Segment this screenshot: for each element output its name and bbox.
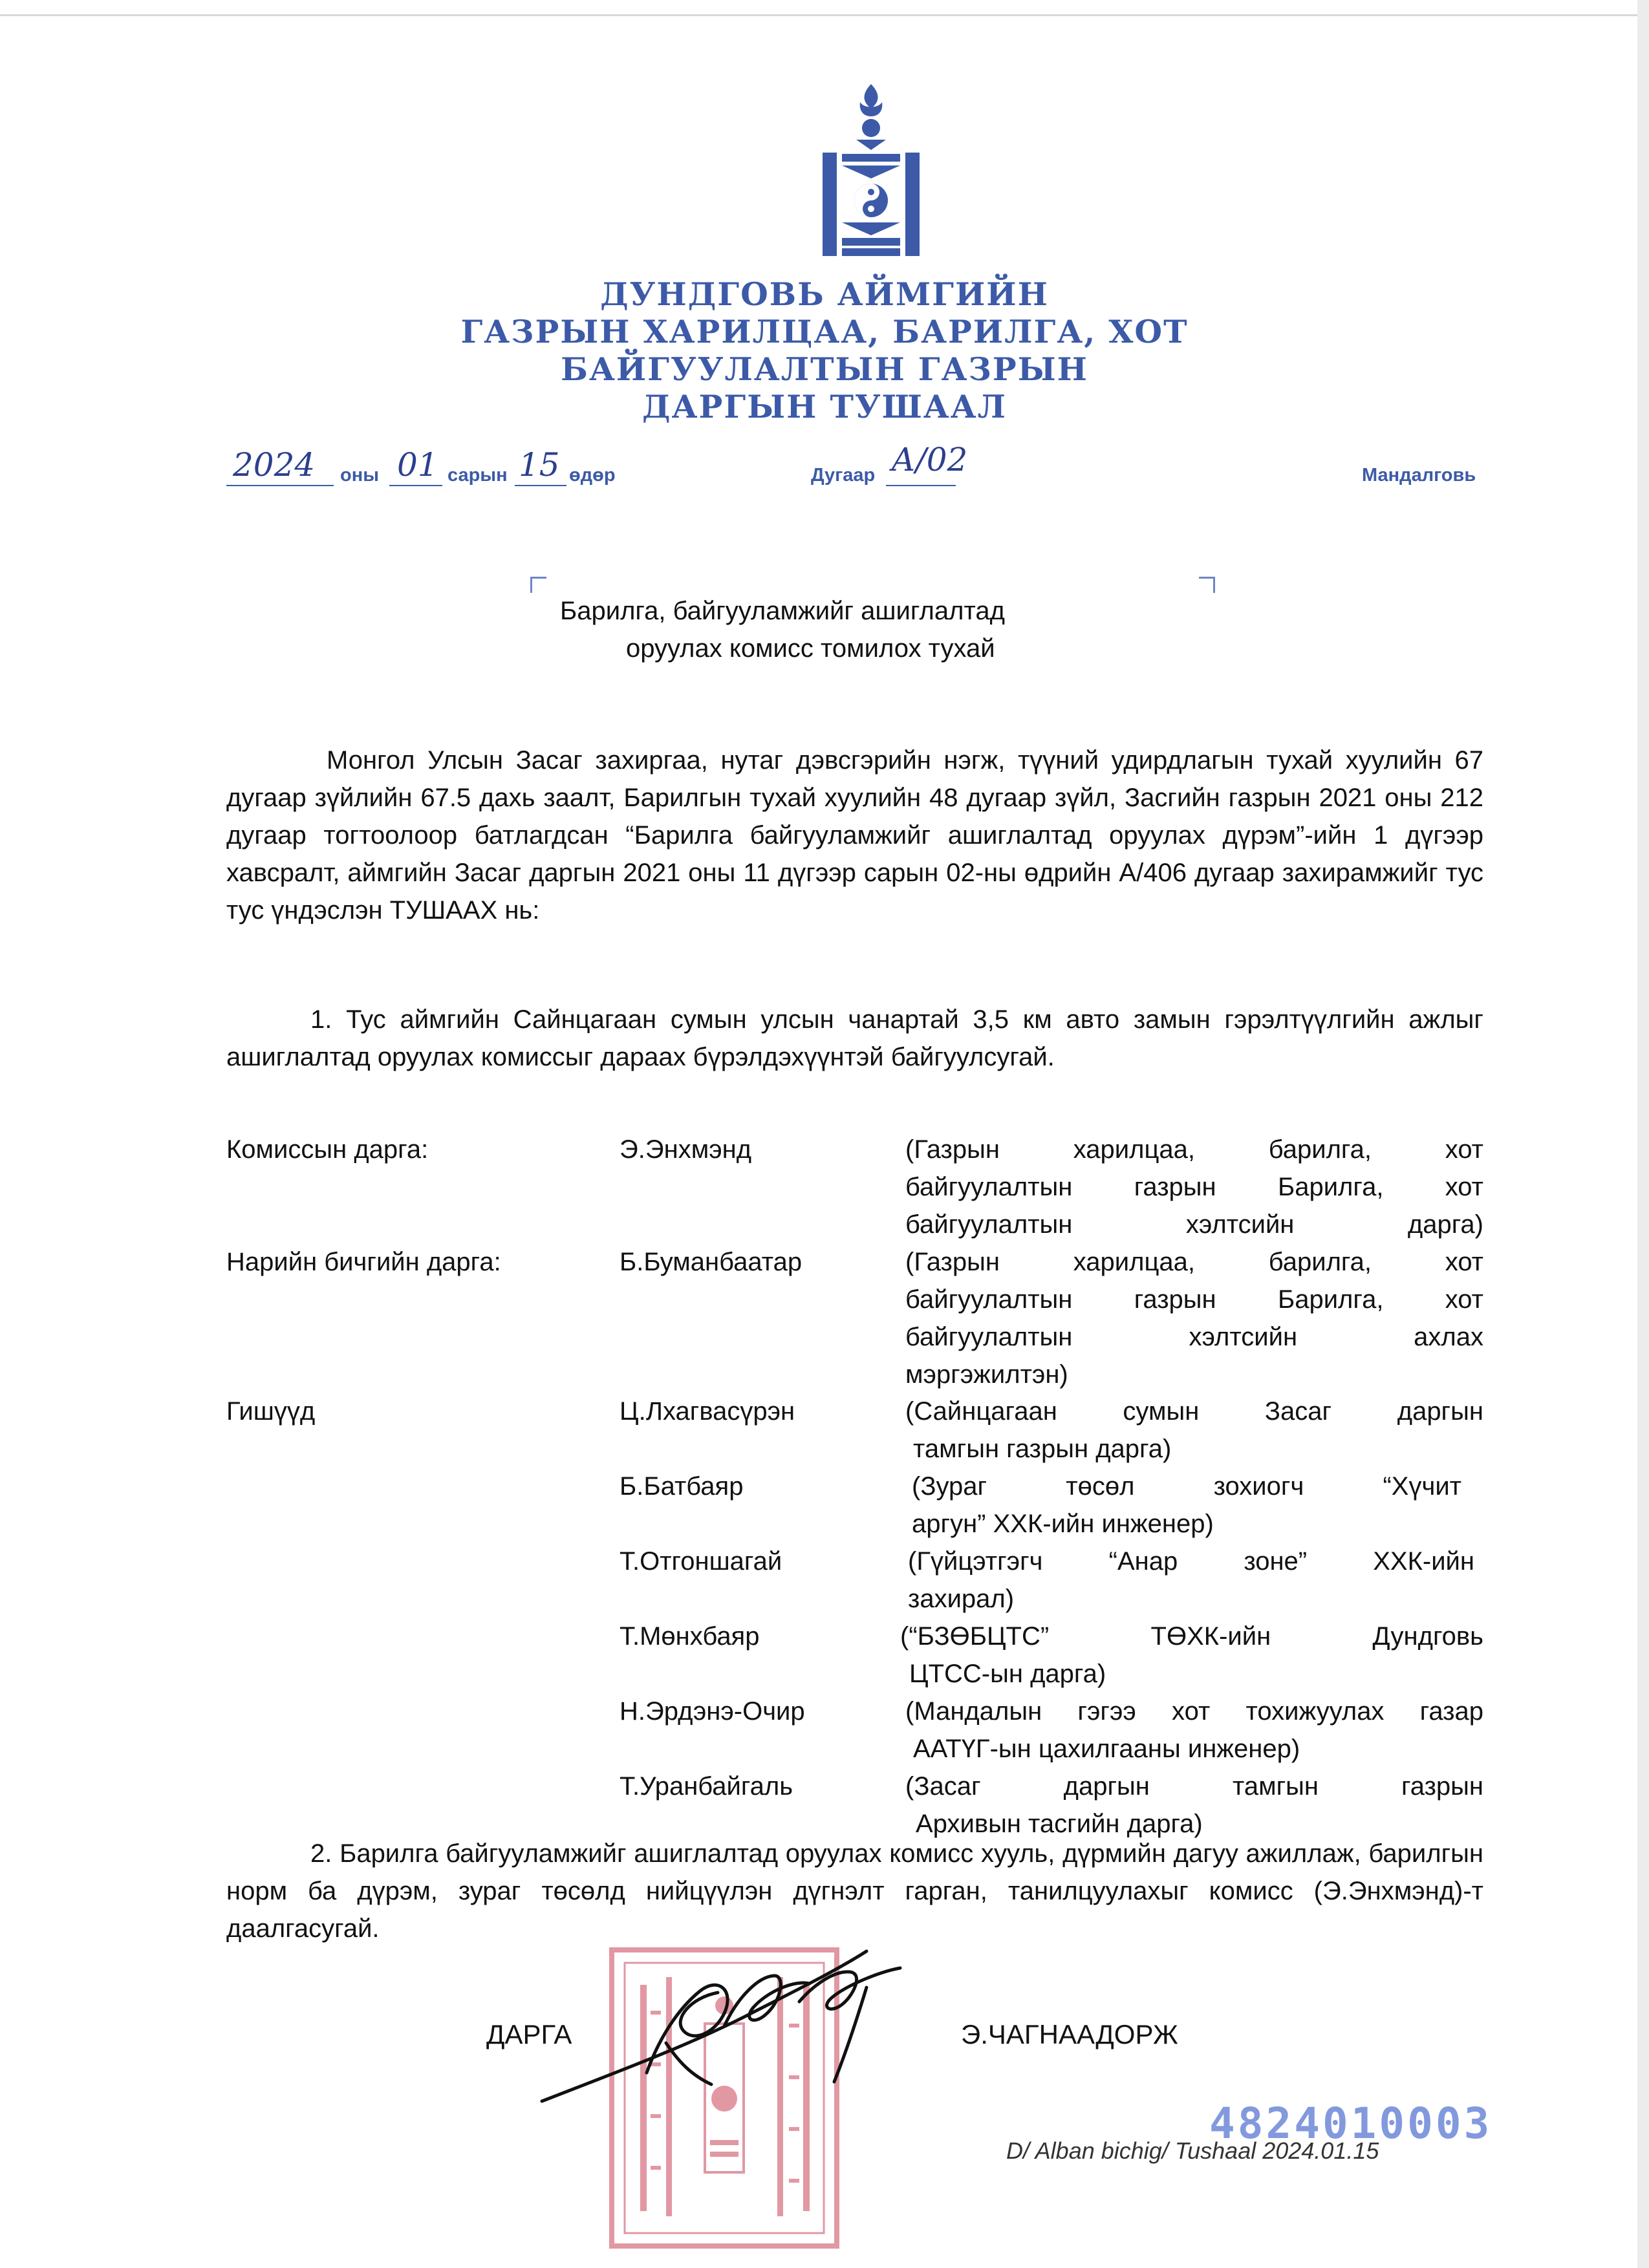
position-line: ЦТСС-ын дарга)	[909, 1660, 1106, 1688]
commission-position-member-5	[905, 1693, 1483, 1768]
commission-position-member-4	[900, 1618, 1483, 1693]
position-line: тамгын газрын дарга)	[913, 1435, 1172, 1463]
position-line: Архивын тасгийн дарга)	[916, 1810, 1203, 1838]
date-month-suffix: сарын	[447, 465, 508, 486]
item-1-paragraph: 1. Тус аймгийн Сайнцагаан сумын улсын чанартай 3,5 км авто замын гэрэлтүүлгийн ажлыг ашиглалтад оруулах комиссыг дараах бүрэлдэхүүнтэй байгуулсугай.	[226, 1005, 1483, 1071]
date-day-suffix: өдөр	[569, 465, 616, 486]
commission-name-chair: Э.Энхмэнд	[620, 1135, 752, 1164]
place-name: Мандалговь	[1362, 465, 1476, 486]
signatory-name: Э.ЧАГНААДОРЖ	[961, 2019, 1178, 2049]
position-line: байгуулалтын хэлтсийн ахлах	[905, 1323, 1483, 1351]
order-number-underline	[886, 485, 956, 486]
commission-name-member-6: Т.Уранбайгаль	[620, 1772, 793, 1801]
commission-label-members: Гишүүд	[226, 1397, 316, 1426]
commission-position-member-2	[912, 1468, 1461, 1543]
date-year-suffix: оны	[340, 465, 379, 486]
position-line: (Зураг төсөл зохиогч “Хүчит	[912, 1472, 1461, 1501]
commission-position-member-1	[905, 1393, 1483, 1468]
commission-name-member-1: Ц.Лхагвасүрэн	[620, 1397, 795, 1426]
subject-bracket-right	[1199, 577, 1215, 593]
position-line: (Газрын харилцаа, барилга, хот	[905, 1135, 1483, 1164]
commission-position-member-3	[908, 1543, 1474, 1618]
document-path-footer: D/ Alban bichig/ Tushaal 2024.01.15	[1006, 2137, 1379, 2164]
date-year: 2024	[233, 446, 316, 484]
commission-name-member-5: Н.Эрдэнэ-Очир	[620, 1697, 805, 1726]
commission-label-chair: Комиссын дарга:	[226, 1135, 429, 1164]
date-day: 15	[519, 446, 560, 484]
date-month: 01	[397, 446, 438, 484]
position-line: (“БЗӨБЦТС” ТӨХК-ийн Дундговь	[900, 1622, 1483, 1651]
commission-position-chair	[905, 1131, 1483, 1243]
position-line: (Газрын харилцаа, барилга, хот	[905, 1248, 1483, 1276]
position-line: захирал)	[908, 1585, 1015, 1613]
position-line: аргун” ХХК-ийн инженер)	[912, 1510, 1214, 1538]
position-line: мэргэжилтэн)	[905, 1360, 1068, 1389]
position-line: ААТҮГ-ын цахилгааны инженер)	[913, 1735, 1300, 1763]
position-line: (Мандалын гэгээ хот тохижуулах газар	[905, 1697, 1483, 1726]
number-label: Дугаар	[811, 465, 876, 486]
registration-number-stamp: 4824010003	[1209, 2099, 1493, 2148]
commission-name-member-3: Т.Отгоншагай	[620, 1547, 782, 1576]
commission-name-secretary: Б.Буманбаатар	[620, 1248, 803, 1276]
position-line: (Гүйцэтгэгч “Анар зоне” ХХК-ийн	[908, 1547, 1474, 1576]
position-line: байгуулалтын хэлтсийн дарга)	[905, 1210, 1483, 1239]
header-line-4: ДАРГЫН ТУШААЛ	[642, 388, 1007, 425]
subject-line-1: Барилга, байгууламжийг ашиглалтад	[560, 597, 1005, 625]
subject-bracket-left	[530, 577, 546, 593]
position-line: (Засаг даргын тамгын газрын	[905, 1772, 1483, 1801]
date-year-underline	[226, 485, 334, 486]
soyombo-emblem-icon	[823, 83, 920, 256]
scan-right-edge	[1637, 0, 1649, 2268]
order-number: А/02	[891, 441, 968, 478]
position-line: байгуулалтын газрын Барилга, хот	[905, 1285, 1483, 1314]
header-line-2: ГАЗРЫН ХАРИЛЦАА, БАРИЛГА, ХОТ	[460, 313, 1189, 350]
preamble-paragraph: Монгол Улсын Засаг захиргаа, нутаг дэвсгэрийн нэгж, түүний удирдлагын тухай хуулийн 67 дугаар зүйлийн 67.5 дахь заалт, Барилгын тухай хуулийн 48 дугаар зүйл, Засгийн газрын 2021 оны 212 дугаар тогтоолоор батлагдсан “Барилга байгууламжийг ашиглалтад оруулах дүрэм”-ийн 1 дүгээр хавсралт, аймгийн Засаг даргын 2021 оны 11 дүгээр сарын 02-ны өдрийн А/406 дугаар захирамжийг тус тус үндэслэн ТУШААХ нь:	[226, 746, 1483, 925]
item-2-paragraph: 2. Барилга байгууламжийг ашиглалтад оруулах комисс хууль, дүрмийн дагуу ажиллаж, барилгын норм ба дүрэм, зураг төсөлд нийцүүлэн дүгнэлт гарган, танилцуулахыг комисс (Э.Энхмэнд)-т даалгасугай.	[226, 1839, 1483, 1943]
header-line-1: ДУНДГОВЬ АЙМГИЙН	[600, 275, 1049, 313]
commission-name-member-4: Т.Мөнхбаяр	[620, 1622, 760, 1651]
commission-name-member-2: Б.Батбаяр	[620, 1472, 744, 1501]
handwritten-signature	[530, 1946, 944, 2114]
commission-position-member-6	[905, 1768, 1483, 1843]
commission-position-secretary	[905, 1243, 1483, 1393]
date-day-underline	[515, 485, 566, 486]
position-line: байгуулалтын газрын Барилга, хот	[905, 1173, 1483, 1201]
commission-label-secretary: Нарийн бичгийн дарга:	[226, 1248, 501, 1276]
signatory-role: ДАРГА	[486, 2019, 572, 2049]
date-month-underline	[389, 485, 442, 486]
scan-top-line	[0, 14, 1649, 16]
position-line: (Сайнцагаан сумын Засаг даргын	[905, 1397, 1483, 1426]
header-line-3: БАЙГУУЛАЛТЫН ГАЗРЫН	[561, 350, 1088, 388]
subject-line-2: оруулах комисс томилох тухай	[626, 634, 995, 663]
